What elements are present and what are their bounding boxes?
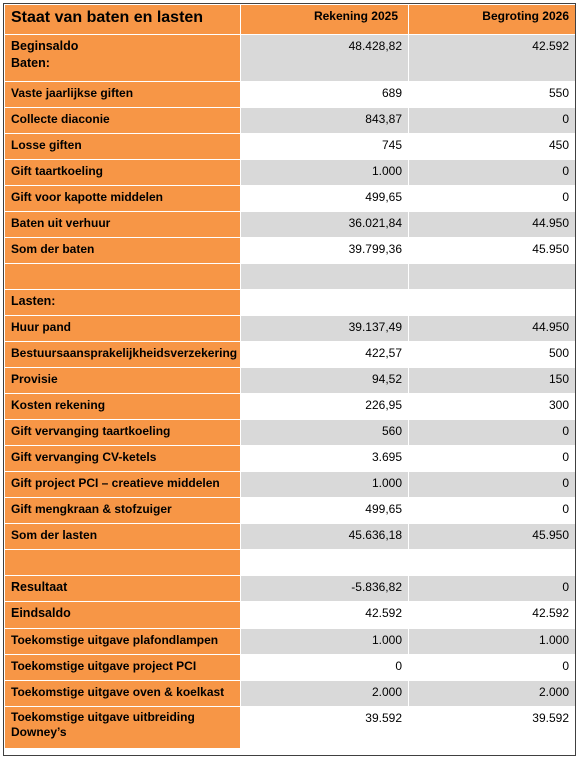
table-row [5, 212, 576, 238]
cell-begroting: 45.950 [409, 524, 576, 550]
row-label: Gift vervanging CV-ketels [5, 446, 241, 472]
cell-begroting: 0 [409, 108, 576, 134]
table-row [5, 420, 576, 446]
row-label: Som der lasten [5, 524, 241, 550]
cell-begroting: 45.950 [409, 238, 576, 264]
row-label: Toekomstige uitgave plafondlampen [5, 629, 241, 655]
cell-begroting: 0 [409, 446, 576, 472]
cell-rekening: 1.000 [241, 472, 409, 498]
row-label: Baten uit verhuur [5, 212, 241, 238]
cell-begroting [409, 264, 576, 290]
table-row [5, 681, 576, 707]
row-label: Toekomstige uitgave uitbreiding Downey’s [5, 707, 241, 749]
cell-begroting: 0 [409, 498, 576, 524]
cell-rekening: 2.000 [241, 681, 409, 707]
row-label: Resultaat [5, 576, 241, 602]
table-row [5, 160, 576, 186]
row-label [5, 550, 241, 576]
table-row [5, 446, 576, 472]
cell-begroting: 300 [409, 394, 576, 420]
table-row [5, 238, 576, 264]
cell-begroting: 44.950 [409, 316, 576, 342]
table-row [5, 368, 576, 394]
table-row [5, 655, 576, 681]
table-row [5, 524, 576, 550]
cell-begroting: 0 [409, 420, 576, 446]
row-label-line-2: Baten: [11, 56, 50, 70]
cell-rekening: 36.021,84 [241, 212, 409, 238]
table-row [5, 290, 576, 316]
row-label: Vaste jaarlijkse giften [5, 82, 241, 108]
cell-rekening: 499,65 [241, 498, 409, 524]
row-label: Huur pand [5, 316, 241, 342]
cell-rekening: 422,57 [241, 342, 409, 368]
cell-rekening: 1.000 [241, 160, 409, 186]
cell-begroting: 42.592 [409, 35, 576, 82]
cell-begroting: 0 [409, 472, 576, 498]
row-label: Lasten: [5, 290, 241, 316]
table-row [5, 82, 576, 108]
cell-rekening: 39.592 [241, 707, 409, 749]
cell-begroting: 550 [409, 82, 576, 108]
table-row [5, 316, 576, 342]
cell-begroting: 1.000 [409, 629, 576, 655]
row-label: Losse giften [5, 134, 241, 160]
statement-title: Staat van baten en lasten [5, 5, 241, 35]
row-label-line-1: Beginsaldo [11, 39, 79, 53]
row-label [5, 264, 241, 290]
cell-begroting: 0 [409, 655, 576, 681]
cell-rekening: 499,65 [241, 186, 409, 212]
table-row [5, 186, 576, 212]
cell-begroting: 150 [409, 368, 576, 394]
cell-rekening: 745 [241, 134, 409, 160]
table-header-row [5, 5, 576, 35]
cell-begroting: 2.000 [409, 681, 576, 707]
row-label [5, 35, 241, 82]
row-label: Som der baten [5, 238, 241, 264]
cell-rekening [241, 550, 409, 576]
table-row [5, 342, 576, 368]
table-row [5, 629, 576, 655]
cell-begroting: 0 [409, 186, 576, 212]
row-label: Toekomstige uitgave project PCI [5, 655, 241, 681]
row-label: Gift project PCI – creatieve middelen [5, 472, 241, 498]
cell-rekening: 45.636,18 [241, 524, 409, 550]
table-row [5, 707, 576, 749]
cell-rekening: 42.592 [241, 602, 409, 629]
statement-table [4, 4, 576, 749]
cell-rekening [241, 264, 409, 290]
cell-rekening: 226,95 [241, 394, 409, 420]
cell-rekening: 0 [241, 655, 409, 681]
cell-rekening: 1.000 [241, 629, 409, 655]
row-label: Gift vervanging taartkoeling [5, 420, 241, 446]
cell-begroting: 450 [409, 134, 576, 160]
cell-rekening: 94,52 [241, 368, 409, 394]
cell-rekening [241, 290, 409, 316]
cell-rekening: 843,87 [241, 108, 409, 134]
row-label: Bestuursaansprakelijkheidsverzekering [5, 342, 241, 368]
cell-begroting: 44.950 [409, 212, 576, 238]
cell-rekening: -5.836,82 [241, 576, 409, 602]
cell-rekening: 39.799,36 [241, 238, 409, 264]
table-row [5, 108, 576, 134]
row-label: Collecte diaconie [5, 108, 241, 134]
cell-rekening: 3.695 [241, 446, 409, 472]
table-row [5, 602, 576, 629]
cell-begroting: 0 [409, 576, 576, 602]
cell-begroting [409, 290, 576, 316]
row-label: Provisie [5, 368, 241, 394]
cell-rekening: 48.428,82 [241, 35, 409, 82]
spacer-row [5, 550, 576, 576]
table-row [5, 134, 576, 160]
row-label: Gift mengkraan & stofzuiger [5, 498, 241, 524]
column-header-rekening: Rekening 2025 [241, 5, 409, 35]
cell-begroting: 39.592 [409, 707, 576, 749]
table-row [5, 394, 576, 420]
cell-rekening: 39.137,49 [241, 316, 409, 342]
table-row [5, 472, 576, 498]
row-label: Toekomstige uitgave oven & koelkast [5, 681, 241, 707]
spacer-row [5, 264, 576, 290]
row-label: Gift taartkoeling [5, 160, 241, 186]
row-label: Eindsaldo [5, 602, 241, 629]
table-row [5, 498, 576, 524]
cell-begroting: 500 [409, 342, 576, 368]
cell-begroting: 42.592 [409, 602, 576, 629]
table-row [5, 576, 576, 602]
cell-rekening: 560 [241, 420, 409, 446]
cell-begroting: 0 [409, 160, 576, 186]
row-label: Kosten rekening [5, 394, 241, 420]
cell-begroting [409, 550, 576, 576]
table-row [5, 35, 576, 82]
row-label: Gift voor kapotte middelen [5, 186, 241, 212]
cell-rekening: 689 [241, 82, 409, 108]
column-header-begroting: Begroting 2026 [409, 5, 576, 35]
